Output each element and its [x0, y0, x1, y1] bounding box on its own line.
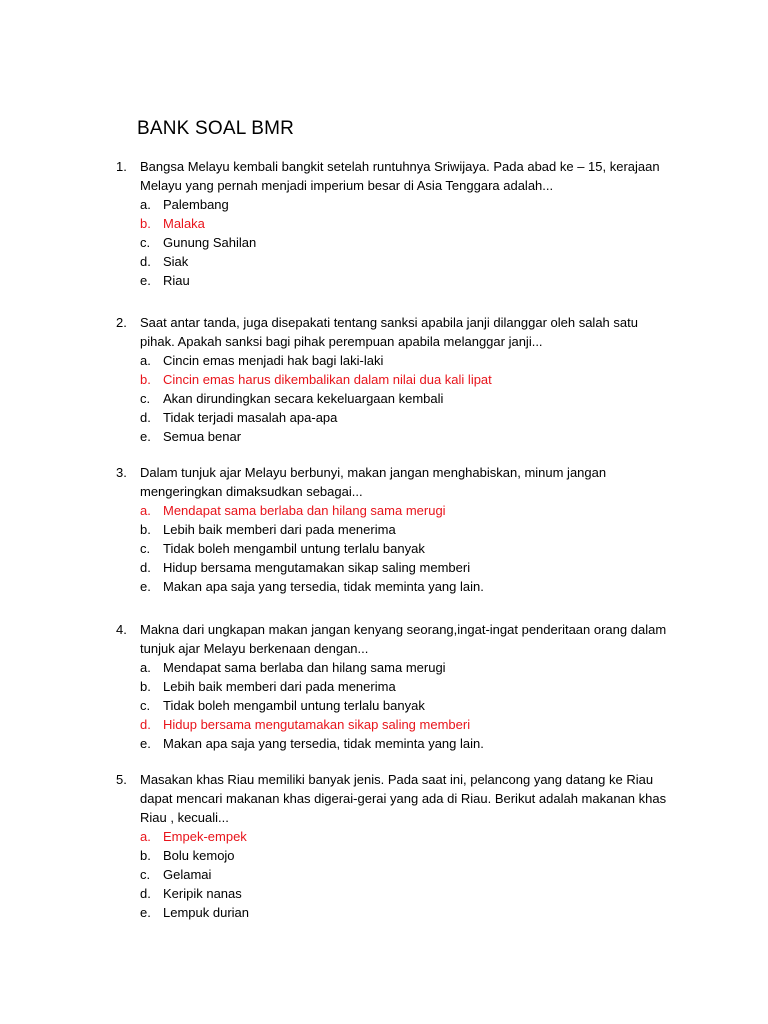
option-text: Cincin emas harus dikembalikan dalam nilai dua kali lipat — [163, 372, 492, 387]
option-letter: e. — [140, 905, 151, 920]
option-text: Palembang — [163, 197, 229, 212]
question-number: 2. — [116, 315, 127, 330]
question-text: Makna dari ungkapan makan jangan kenyang seorang,ingat-ingat penderitaan orang dalam tunjuk ajar Melayu berkenaan dengan... — [140, 622, 667, 656]
question-stem — [116, 463, 676, 501]
question-5 — [116, 770, 676, 922]
option-text: Semua benar — [163, 429, 242, 444]
option-text: Hidup bersama mengutamakan sikap saling memberi — [163, 717, 471, 732]
option-letter: d. — [140, 560, 151, 575]
option-d — [140, 252, 676, 271]
question-stem — [116, 770, 676, 827]
option-list — [116, 351, 676, 446]
question-3 — [116, 463, 676, 596]
option-letter: a. — [140, 353, 151, 368]
question-stem — [116, 313, 676, 351]
option-text: Lebih baik memberi dari pada menerima — [163, 679, 396, 694]
option-list — [116, 501, 676, 596]
option-text: Riau — [163, 273, 190, 288]
option-list — [116, 658, 676, 753]
option-d-correct — [140, 715, 676, 734]
question-1 — [116, 157, 676, 290]
option-letter: d. — [140, 886, 151, 901]
option-a-correct — [140, 827, 676, 846]
option-text: Hidup bersama mengutamakan sikap saling memberi — [163, 560, 471, 575]
document-title: BANK SOAL BMR — [137, 118, 295, 139]
option-c — [140, 389, 676, 408]
question-stem — [116, 157, 676, 195]
option-e — [140, 271, 676, 290]
option-b-correct — [140, 370, 676, 389]
option-letter: c. — [140, 235, 151, 250]
option-b — [140, 520, 676, 539]
option-letter: d. — [140, 410, 151, 425]
option-b — [140, 677, 676, 696]
option-letter: d. — [140, 254, 151, 269]
option-text: Mendapat sama berlaba dan hilang sama merugi — [163, 660, 446, 675]
option-text: Makan apa saja yang tersedia, tidak meminta yang lain. — [163, 736, 484, 751]
question-text: Dalam tunjuk ajar Melayu berbunyi, makan jangan menghabiskan, minum jangan mengeringkan dimaksudkan sebagai... — [140, 465, 607, 499]
option-text: Mendapat sama berlaba dan hilang sama merugi — [163, 503, 446, 518]
option-text: Akan dirundingkan secara kekeluargaan kembali — [163, 391, 444, 406]
option-letter: c. — [140, 867, 151, 882]
question-text: Bangsa Melayu kembali bangkit setelah runtuhnya Sriwijaya. Pada abad ke – 15, kerajaan Melayu yang pernah menjadi imperium besar di Asia Tenggara adalah... — [140, 159, 660, 193]
option-b — [140, 846, 676, 865]
option-letter: a. — [140, 197, 151, 212]
question-number: 3. — [116, 465, 127, 480]
option-letter: b. — [140, 522, 151, 537]
option-c — [140, 539, 676, 558]
option-e — [140, 734, 676, 753]
option-e — [140, 903, 676, 922]
option-list — [116, 827, 676, 922]
question-2 — [116, 313, 676, 446]
option-c — [140, 696, 676, 715]
question-number: 4. — [116, 622, 127, 637]
option-letter: c. — [140, 541, 151, 556]
option-letter: d. — [140, 717, 151, 732]
question-text: Masakan khas Riau memiliki banyak jenis. Pada saat ini, pelancong yang datang ke Riau dapat mencari makanan khas digerai-gerai yang ada di Riau. Berikut adalah makanan khas Riau , kecuali... — [140, 772, 667, 825]
question-4 — [116, 620, 676, 753]
option-text: Empek-empek — [163, 829, 247, 844]
option-letter: b. — [140, 216, 151, 231]
option-text: Tidak terjadi masalah apa-apa — [163, 410, 338, 425]
option-e — [140, 427, 676, 446]
option-letter: a. — [140, 660, 151, 675]
option-letter: e. — [140, 273, 151, 288]
option-text: Makan apa saja yang tersedia, tidak meminta yang lain. — [163, 579, 484, 594]
option-text: Cincin emas menjadi hak bagi laki-laki — [163, 353, 384, 368]
option-e — [140, 577, 676, 596]
option-letter: b. — [140, 848, 151, 863]
question-text: Saat antar tanda, juga disepakati tentang sanksi apabila janji dilanggar oleh salah satu pihak. Apakah sanksi bagi pihak perempuan apabila melanggar janji... — [140, 315, 638, 349]
question-number: 5. — [116, 772, 127, 787]
option-c — [140, 865, 676, 884]
option-d — [140, 408, 676, 427]
option-text: Gunung Sahilan — [163, 235, 257, 250]
option-letter: c. — [140, 698, 151, 713]
option-letter: c. — [140, 391, 151, 406]
option-text: Siak — [163, 254, 189, 269]
option-letter: e. — [140, 579, 151, 594]
option-text: Keripik nanas — [163, 886, 242, 901]
option-letter: e. — [140, 736, 151, 751]
option-letter: a. — [140, 503, 151, 518]
option-letter: b. — [140, 372, 151, 387]
option-text: Lempuk durian — [163, 905, 249, 920]
option-text: Tidak boleh mengambil untung terlalu banyak — [163, 541, 425, 556]
question-stem — [116, 620, 676, 658]
option-a — [140, 351, 676, 370]
option-d — [140, 884, 676, 903]
option-b-correct — [140, 214, 676, 233]
option-letter: a. — [140, 829, 151, 844]
option-text: Gelamai — [163, 867, 212, 882]
option-d — [140, 558, 676, 577]
option-a — [140, 658, 676, 677]
option-c — [140, 233, 676, 252]
question-number: 1. — [116, 159, 127, 174]
option-letter: b. — [140, 679, 151, 694]
option-text: Malaka — [163, 216, 205, 231]
option-a — [140, 195, 676, 214]
option-a-correct — [140, 501, 676, 520]
option-text: Bolu kemojo — [163, 848, 235, 863]
option-text: Lebih baik memberi dari pada menerima — [163, 522, 396, 537]
option-list — [116, 195, 676, 290]
option-letter: e. — [140, 429, 151, 444]
option-text: Tidak boleh mengambil untung terlalu banyak — [163, 698, 425, 713]
